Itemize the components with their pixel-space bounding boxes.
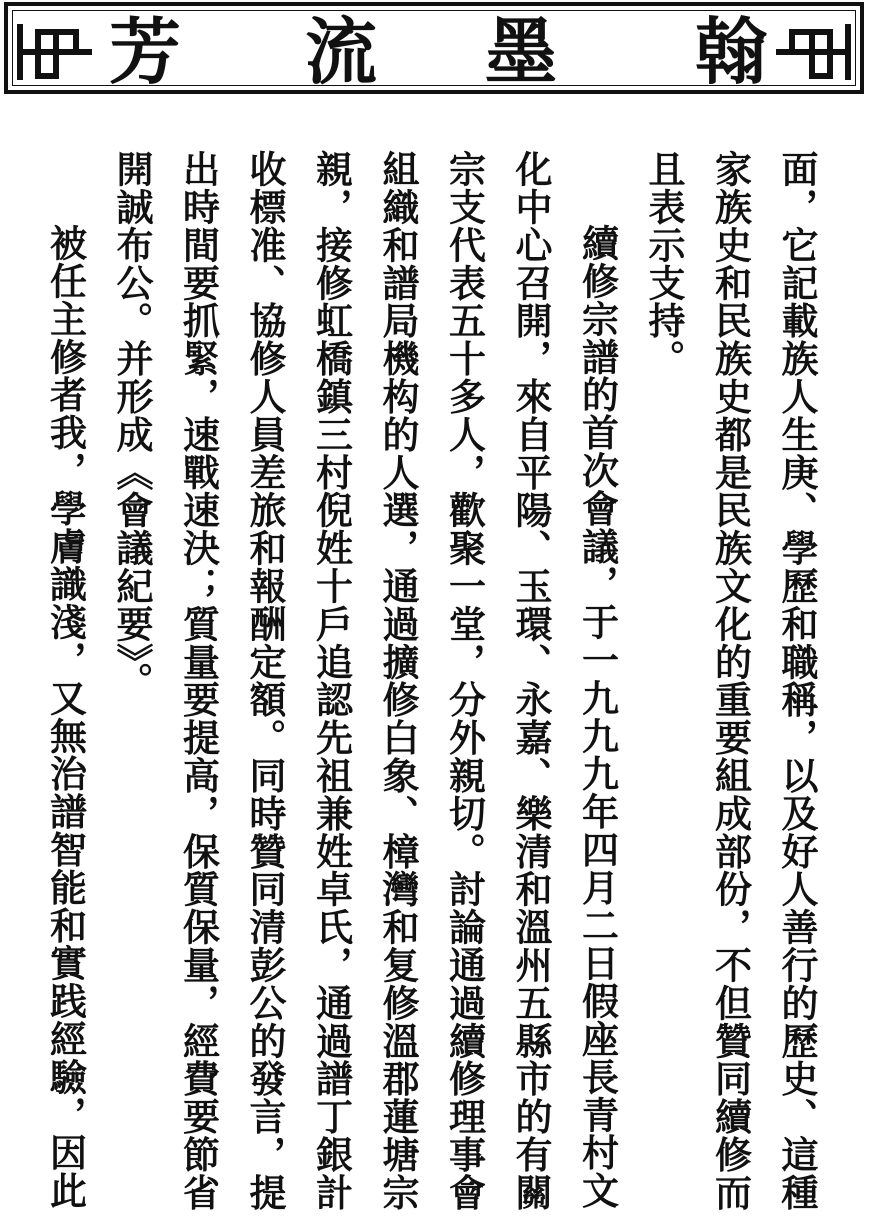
title-char-3: 流 — [304, 9, 377, 94]
title-char-1: 翰 — [694, 9, 767, 94]
text-column-12-content: 被任主修者我，學膚識淺，又無治譜智能和實践經驗，因此 — [43, 224, 88, 1210]
text-column-8: 親，接修虹橋鎮三村倪姓十戶追認先祖兼姓卓氏，通過譜丁銀計 — [309, 150, 354, 1212]
text-column-2: 家族史和民族史都是民族文化的重要組成部份，不但贊同續修而 — [708, 150, 753, 1212]
body-text — [43, 150, 830, 1212]
fret-ornament-left-icon — [16, 20, 96, 84]
text-column-3: 且表示支持。 — [642, 150, 686, 378]
text-column-1: 面，它記載族人生庚、學歷和職稱，以及好人善行的歷史、這種 — [775, 150, 819, 1212]
text-column-9: 收標准、協修人員差旅和報酬定額。同時贊同清彭公的發言，提 — [243, 150, 287, 1212]
text-column-6: 宗支代表五十多人，歡聚一堂，分外親切。討論通過續修理事會 — [442, 150, 487, 1212]
text-column-4-content: 續修宗譜的首次會議，于一九九九年四月二日假座長青村文 — [575, 224, 620, 1210]
text-column-4 — [564, 150, 631, 1210]
title-char-2: 墨 — [484, 9, 557, 94]
fret-ornament-right-icon — [772, 20, 852, 84]
text-column-5: 化中心召開，來自平陽、玉環、永嘉、樂清和溫州五縣市的有關 — [509, 150, 553, 1212]
text-column-12 — [32, 150, 99, 1210]
header-banner — [4, 2, 864, 94]
title-char-4: 芳 — [108, 9, 181, 94]
text-column-7: 組織和譜局機构的人選，通過擴修白象、樟灣和复修溫郡蓮塘宗 — [376, 150, 420, 1212]
text-column-10: 出時間要抓緊，速戰速決；質量要提高，保質保量，經費要節省 — [176, 150, 221, 1212]
text-column-11: 開誠布公。并形成《會議紀要》。 — [110, 150, 154, 700]
